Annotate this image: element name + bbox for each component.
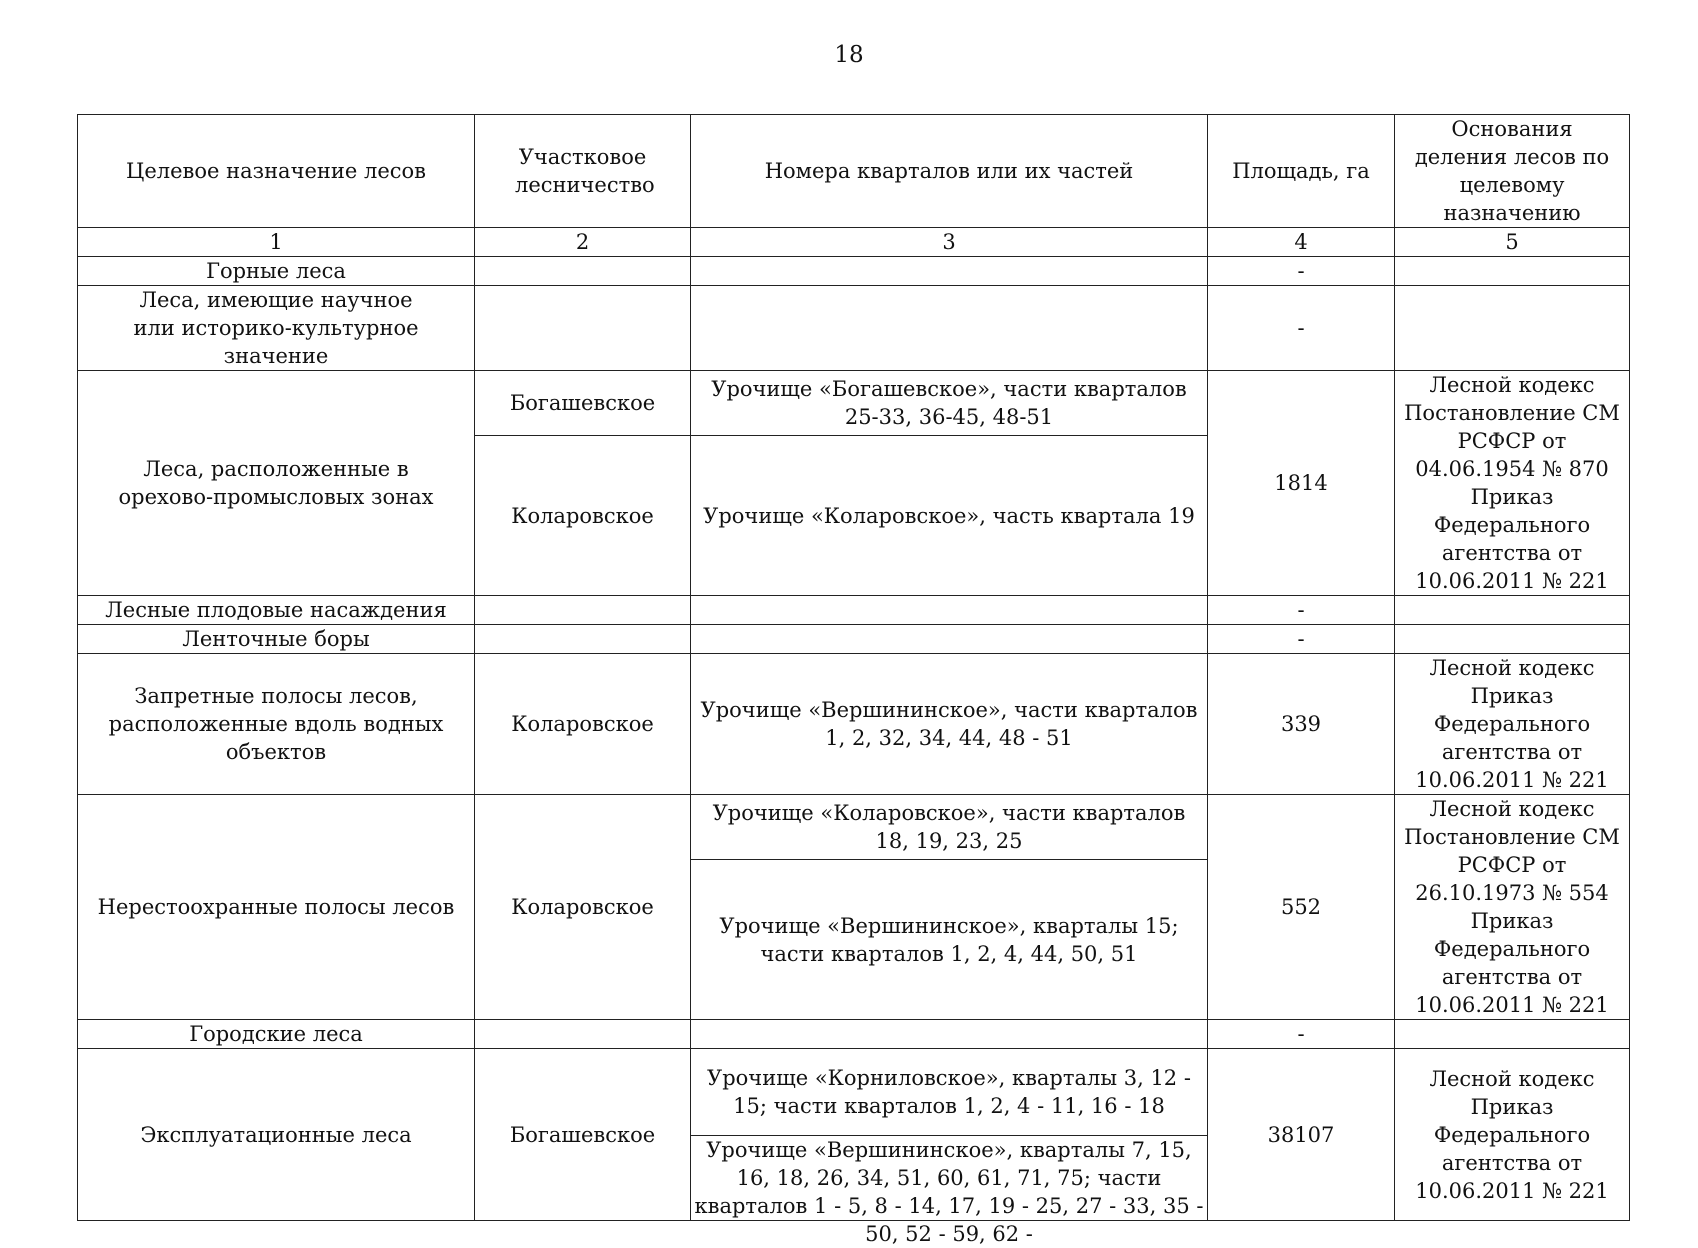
quarters-cell: Урочище «Коларовское», часть квартала 19 bbox=[691, 436, 1208, 596]
column-number: 5 bbox=[1395, 228, 1630, 257]
purpose-cell: Леса, имеющие научное или историко-культурное значение bbox=[78, 286, 475, 371]
quarters-cell: Урочище «Вершининское», части кварталов 1, 2, 32, 34, 44, 48 - 51 bbox=[691, 654, 1208, 795]
forestry-cell bbox=[475, 257, 691, 286]
forestry-cell: Коларовское bbox=[475, 654, 691, 795]
column-number: 3 bbox=[691, 228, 1208, 257]
area-cell: - bbox=[1208, 257, 1395, 286]
quarters-cell: Урочище «Корниловское», кварталы 3, 12 - 15; части кварталов 1, 2, 4 - 11, 16 - 18 bbox=[691, 1049, 1208, 1136]
table-row bbox=[78, 795, 1630, 860]
quarters-cell bbox=[691, 257, 1208, 286]
area-cell: 38107 bbox=[1208, 1049, 1395, 1221]
forestry-cell: Коларовское bbox=[475, 795, 691, 1020]
basis-cell bbox=[1395, 286, 1630, 371]
quarters-cell bbox=[691, 1136, 1208, 1246]
area-cell: 552 bbox=[1208, 795, 1395, 1020]
quarters-cell bbox=[691, 1020, 1208, 1049]
quarters-cell bbox=[691, 596, 1208, 625]
table-row bbox=[78, 625, 1630, 654]
table-header-row bbox=[78, 115, 1630, 228]
quarters-cell bbox=[691, 286, 1208, 371]
basis-cell: Лесной кодекс Постановление СМ РСФСР от 26.10.1973 № 554 Приказ Федерального агентства от 10.06.2011 № 221 bbox=[1395, 795, 1630, 1020]
header-area: Площадь, га bbox=[1208, 115, 1395, 228]
column-number: 1 bbox=[78, 228, 475, 257]
column-number: 4 bbox=[1208, 228, 1395, 257]
header-forestry: Участковое лесничество bbox=[475, 115, 691, 228]
column-number: 2 bbox=[475, 228, 691, 257]
basis-cell bbox=[1395, 1020, 1630, 1049]
basis-cell bbox=[1395, 625, 1630, 654]
header-purpose: Целевое назначение лесов bbox=[78, 115, 475, 228]
forestry-cell bbox=[475, 625, 691, 654]
forestry-cell bbox=[475, 286, 691, 371]
purpose-cell: Городские леса bbox=[78, 1020, 475, 1049]
basis-cell: Лесной кодекс Приказ Федерального агентства от 10.06.2011 № 221 bbox=[1395, 1049, 1630, 1221]
forestry-cell bbox=[475, 1020, 691, 1049]
table-row bbox=[78, 286, 1630, 371]
page-number: 18 bbox=[834, 42, 864, 68]
table-row bbox=[78, 596, 1630, 625]
quarters-cell bbox=[691, 625, 1208, 654]
forest-purpose-table bbox=[77, 114, 1630, 1246]
table-row bbox=[78, 371, 1630, 436]
header-quarters: Номера кварталов или их частей bbox=[691, 115, 1208, 228]
area-cell: - bbox=[1208, 286, 1395, 371]
forestry-cell bbox=[475, 596, 691, 625]
table-row bbox=[78, 654, 1630, 795]
quarters-cell: Урочище «Вершининское», кварталы 15; части кварталов 1, 2, 4, 44, 50, 51 bbox=[691, 860, 1208, 1020]
purpose-cell: Леса, расположенные в орехово-промысловых зонах bbox=[78, 371, 475, 596]
purpose-cell: Горные леса bbox=[78, 257, 475, 286]
header-basis: Основания деления лесов по целевому назначению bbox=[1395, 115, 1630, 228]
quarters-text: Урочище «Вершининское», кварталы 7, 15, 16, 18, 26, 34, 51, 60, 61, 71, 75; части кварталов 1 - 5, 8 - 14, 17, 19 - 25, 27 - 33, 35 - 50, 52 - 59, 62 - bbox=[694, 1138, 1204, 1246]
area-cell: 339 bbox=[1208, 654, 1395, 795]
quarters-cell: Урочище «Богашевское», части кварталов 25-33, 36-45, 48-51 bbox=[691, 371, 1208, 436]
area-cell: - bbox=[1208, 1020, 1395, 1049]
quarters-cell: Урочище «Коларовское», части кварталов 18, 19, 23, 25 bbox=[691, 795, 1208, 860]
table-row bbox=[78, 257, 1630, 286]
forestry-cell: Богашевское bbox=[475, 1049, 691, 1221]
area-cell: - bbox=[1208, 596, 1395, 625]
basis-cell bbox=[1395, 596, 1630, 625]
purpose-cell: Нерестоохранные полосы лесов bbox=[78, 795, 475, 1020]
basis-cell: Лесной кодекс Постановление СМ РСФСР от 04.06.1954 № 870 Приказ Федерального агентства от 10.06.2011 № 221 bbox=[1395, 371, 1630, 596]
forestry-cell: Богашевское bbox=[475, 371, 691, 436]
purpose-cell: Лесные плодовые насаждения bbox=[78, 596, 475, 625]
basis-cell bbox=[1395, 257, 1630, 286]
purpose-cell: Запретные полосы лесов, расположенные вдоль водных объектов bbox=[78, 654, 475, 795]
area-cell: - bbox=[1208, 625, 1395, 654]
table-row bbox=[78, 1049, 1630, 1136]
area-cell: 1814 bbox=[1208, 371, 1395, 596]
column-number-row bbox=[78, 228, 1630, 257]
forestry-cell: Коларовское bbox=[475, 436, 691, 596]
purpose-cell: Ленточные боры bbox=[78, 625, 475, 654]
table-row bbox=[78, 1020, 1630, 1049]
basis-cell: Лесной кодекс Приказ Федерального агентства от 10.06.2011 № 221 bbox=[1395, 654, 1630, 795]
purpose-cell: Эксплуатационные леса bbox=[78, 1049, 475, 1221]
